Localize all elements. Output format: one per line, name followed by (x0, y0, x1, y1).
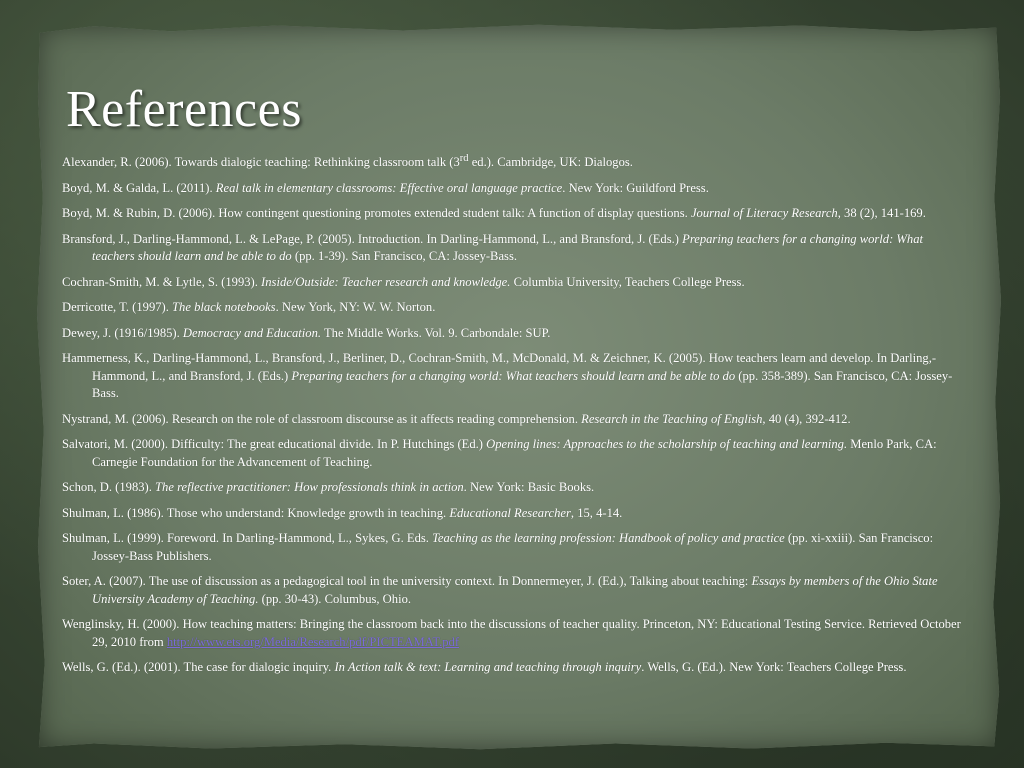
reference-text: Shulman, L. (1986). Those who understand: Knowledge growth in teaching. (62, 505, 450, 520)
reference-item (62, 150, 962, 172)
reference-item (62, 573, 962, 608)
reference-text: (pp. 358-389). San Francisco, CA: Jossey-Bass. (92, 368, 953, 401)
reference-text: Columbia University, Teachers College Press. (510, 274, 745, 289)
reference-text: Wells, G. (Ed.). (2001). The case for dialogic inquiry. (62, 660, 335, 675)
reference-item (62, 505, 962, 523)
reference-italic-text: Democracy and Education. (182, 325, 322, 340)
reference-text: Shulman, L. (1999). Foreword. In Darling-Hammond, L., Sykes, G. Eds. (62, 531, 433, 546)
reference-text: Nystrand, M. (2006). Research on the role of classroom discourse as it affects reading comprehension. (62, 411, 582, 426)
reference-item (62, 180, 962, 198)
reference-text: Boyd, M. & Rubin, D. (2006). How contingent questioning promotes extended student talk: A function of display questions. (62, 206, 691, 221)
reference-italic-text: Teaching as the learning profession: Handbook of policy and practice (432, 531, 785, 546)
reference-item (62, 350, 962, 403)
reference-italic-text: The black notebooks (172, 300, 276, 315)
reference-italic-text: Preparing teachers for a changing world: What teachers should learn and be able to do (92, 231, 924, 264)
reference-text: Hammerness, K., Darling-Hammond, L., Bransford, J., Berliner, D., Cochran-Smith, M., McDonald, M. & Zeichner, K. (2005). How teachers learn and develop. In Darling,-Hammond, L., and Bransford, J. (Eds.) (62, 351, 937, 383)
reference-item (62, 530, 962, 565)
reference-text: . Wells, G. (Ed.). New York: Teachers College Press. (641, 660, 907, 675)
reference-item (62, 616, 962, 651)
reference-text: Wenglinsky, H. (2000). How teaching matters: Bringing the classroom back into the discussions of teacher quality. Princeton, NY: Educational Testing Service. Retrieved October 29, 2010 from (62, 617, 961, 649)
superscript-text: rd (459, 153, 469, 164)
reference-item (62, 411, 962, 429)
reference-text: , 38 (2), 141-169. (837, 206, 926, 221)
reference-text: The Middle Works. Vol. 9. Carbondale: SUP. (321, 325, 551, 340)
reference-italic-text: Preparing teachers for a changing world: What teachers should learn and be able to do (291, 368, 736, 383)
reference-italic-text: Opening lines: Approaches to the scholarship of teaching and learning. (486, 437, 848, 452)
reference-text: . New York: Basic Books. (463, 480, 595, 495)
reference-text: Boyd, M. & Galda, L. (2011). (62, 180, 216, 195)
reference-list (62, 150, 962, 685)
reference-text: Soter, A. (2007). The use of discussion as a pedagogical tool in the university context. In Donnermeyer, J. (Ed.), Talking about teaching: (62, 574, 752, 589)
reference-text: Bransford, J., Darling-Hammond, L. & LePage, P. (2005). Introduction. In Darling-Hammond, L., and Bransford, J. (Eds.) (62, 231, 683, 246)
reference-text: Dewey, J. (1916/1985). (62, 325, 183, 340)
reference-text: (pp. xi-xxiii). San Francisco: Jossey-Bass Publishers. (92, 531, 934, 563)
reference-italic-text: Educational Researcher (449, 505, 571, 520)
reference-text: ed.). Cambridge, UK: Dialogos. (468, 155, 633, 170)
reference-link[interactable]: http://www.ets.org/Media/Research/pdf/PICTEAMAT.pdf (166, 634, 460, 649)
reference-item (62, 479, 962, 497)
reference-text: Schon, D. (1983). (62, 480, 156, 495)
reference-item (62, 205, 962, 223)
reference-italic-text: Inside/Outside: Teacher research and knowledge. (261, 274, 511, 289)
reference-italic-text: Real talk in elementary classrooms: Effective oral language practice (215, 180, 563, 195)
reference-item (62, 659, 962, 677)
reference-text: . New York: Guildford Press. (562, 180, 709, 195)
reference-italic-text: In Action talk & text: Learning and teaching through inquiry (334, 660, 642, 675)
reference-text: Cochran-Smith, M. & Lytle, S. (1993). (62, 274, 262, 289)
reference-text: Salvatori, M. (2000). Difficulty: The great educational divide. In P. Hutchings (Ed.) (62, 437, 487, 452)
reference-item (62, 231, 962, 266)
reference-italic-text: The reflective practitioner: How professionals think in action (155, 480, 464, 495)
reference-text: Alexander, R. (2006). Towards dialogic teaching: Rethinking classroom talk (3 (62, 155, 460, 170)
reference-italic-text: Journal of Literacy Research (690, 206, 838, 221)
reference-item (62, 325, 962, 343)
reference-item (62, 274, 962, 292)
reference-italic-text: Essays by members of the Ohio State University Academy of Teaching. (92, 574, 938, 606)
reference-text: (pp. 1-39). San Francisco, CA: Jossey-Bass. (291, 249, 518, 264)
reference-text: Derricotte, T. (1997). (62, 300, 173, 315)
reference-text: . New York, NY: W. W. Norton. (275, 300, 436, 315)
reference-text: Menlo Park, CA: Carnegie Foundation for the Advancement of Teaching. (92, 437, 937, 469)
reference-text: 40 (4), 392-412. (765, 411, 851, 426)
page-title: References (66, 81, 302, 138)
reference-item (62, 436, 962, 471)
reference-text: (pp. 30-43). Columbus, Ohio. (258, 591, 412, 606)
reference-item (62, 299, 962, 317)
reference-text: , 15, 4-14. (570, 505, 623, 520)
reference-italic-text: Research in the Teaching of English, (581, 411, 766, 426)
